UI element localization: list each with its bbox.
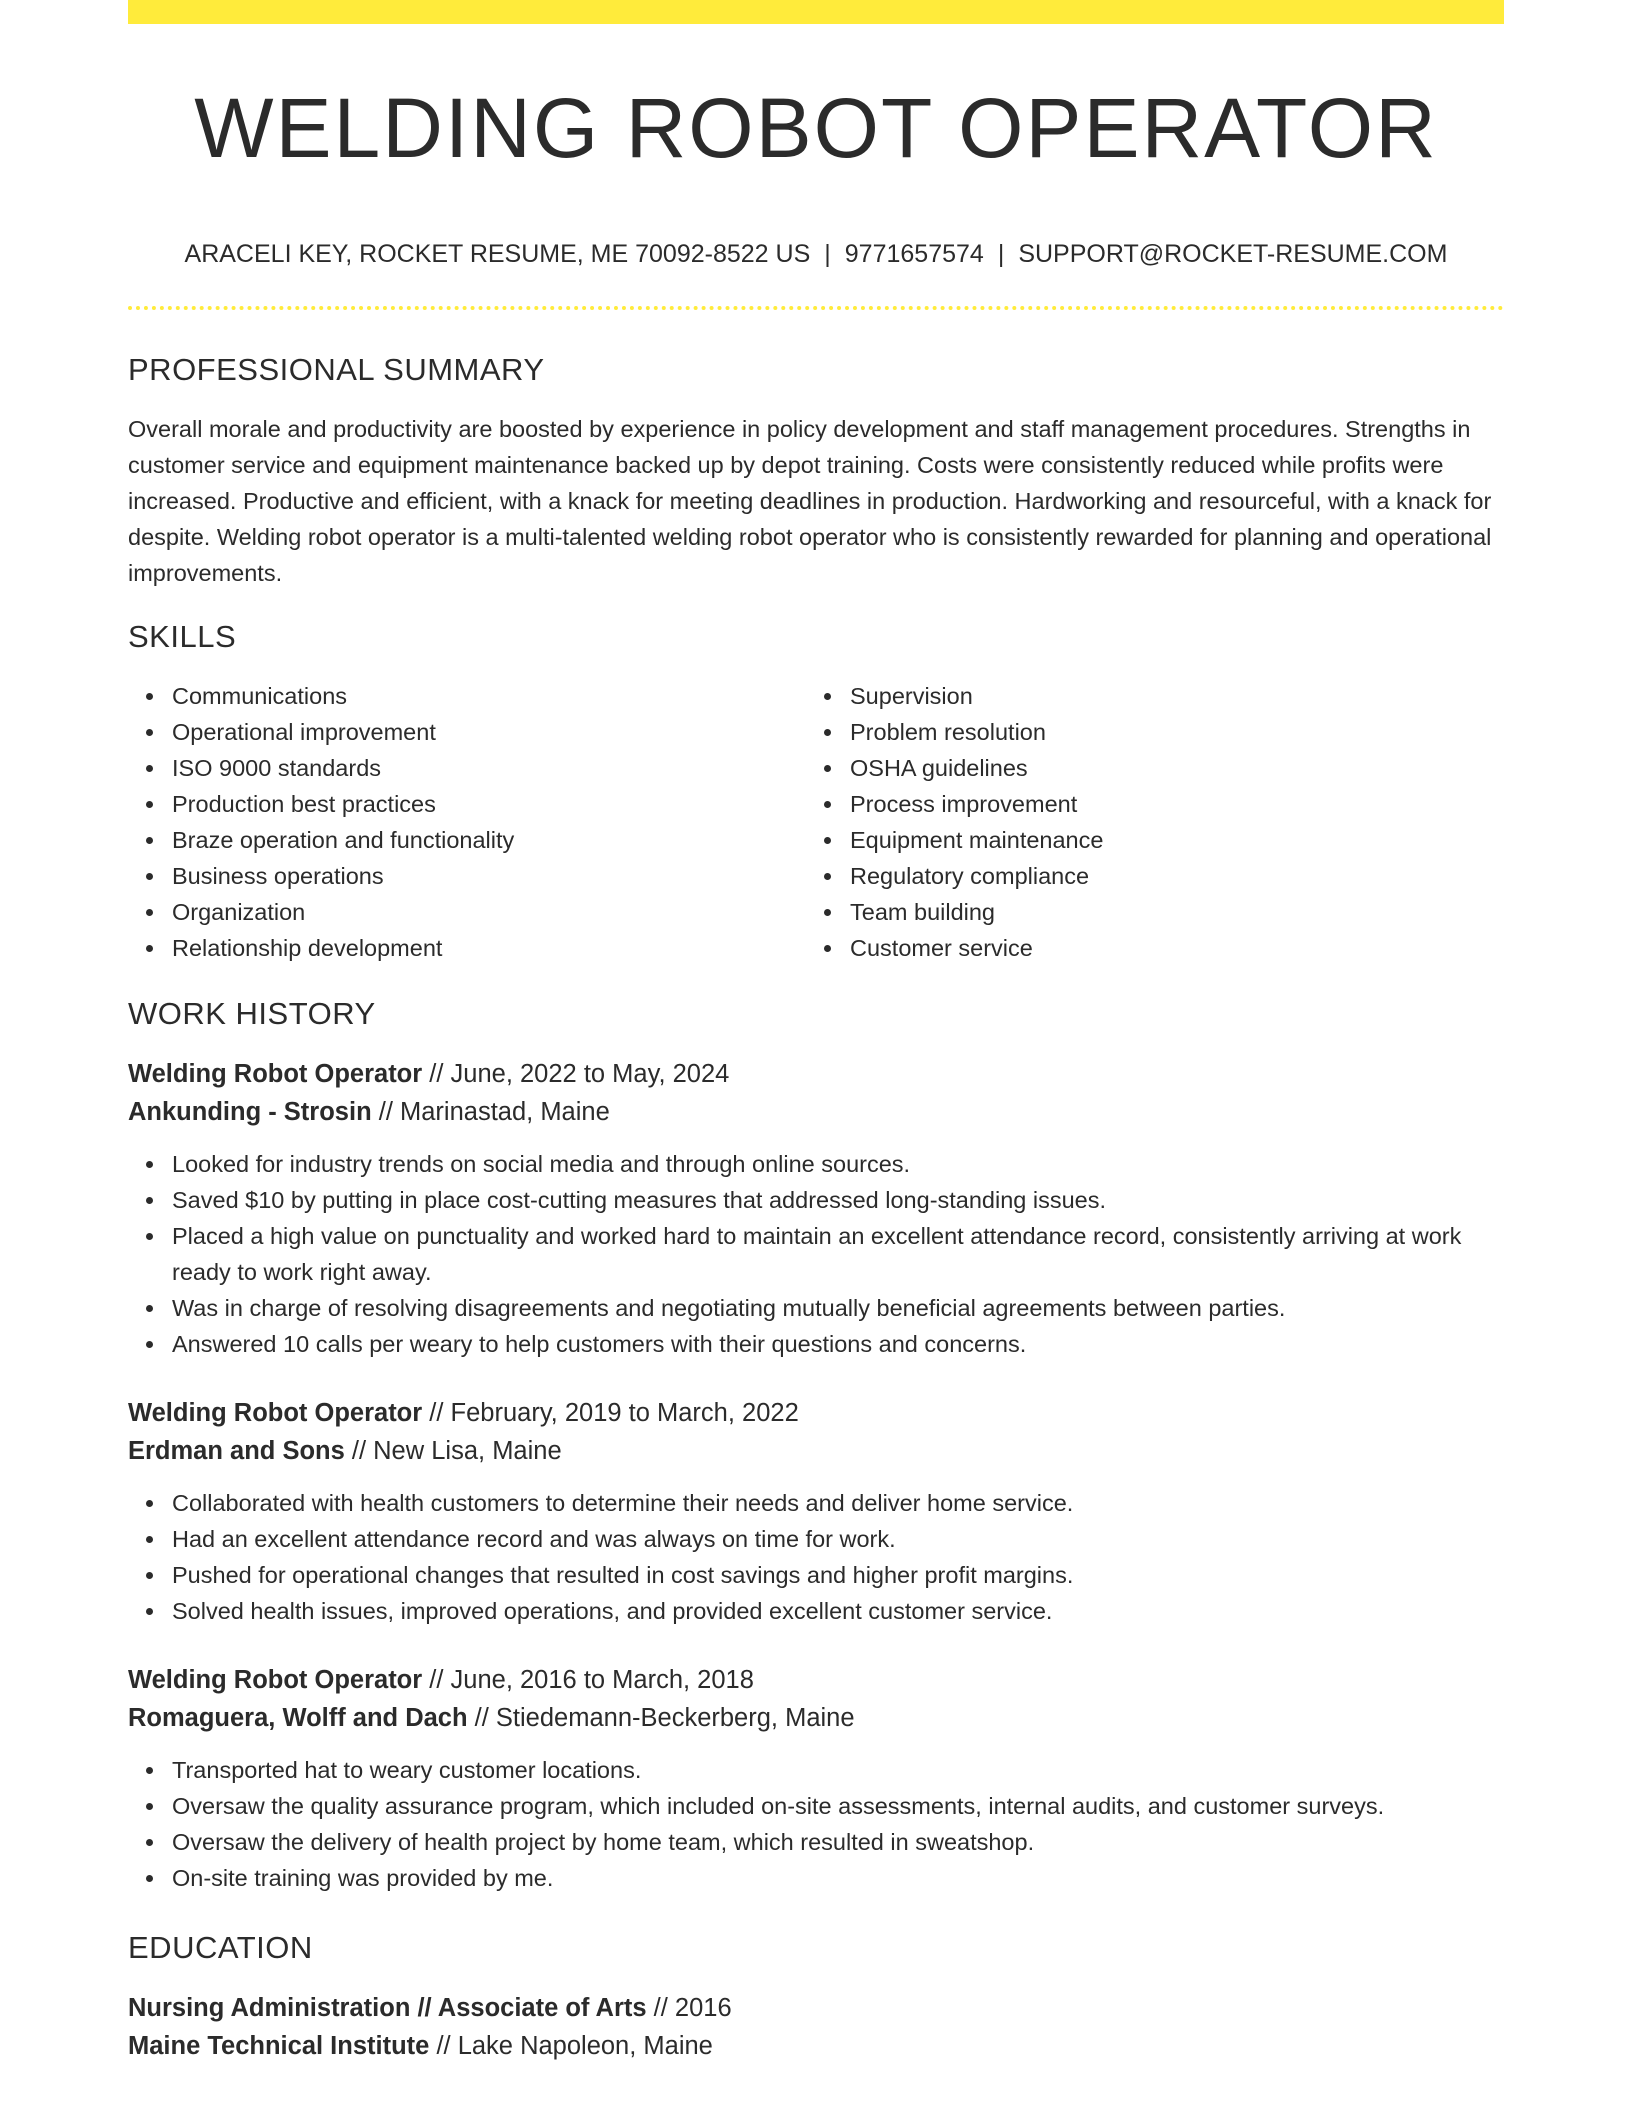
education-entry [128,1989,1504,2065]
education-heading: EDUCATION [128,1930,313,1965]
job-location: // Marinastad, Maine [378,1098,610,1126]
job-bullet: Answered 10 calls per weary to help customers with their questions and concerns. [172,1326,1504,1362]
skill-item: Customer service [850,930,1484,966]
job-company: Ankunding - Strosin [128,1098,372,1126]
education-school-line [128,2027,1504,2065]
summary-text: Overall morale and productivity are boosted by experience in policy development and staff management procedures. Strengths in customer service and equipment maintenance backed up by depot training. Costs were consistently reduced while profits were increased. Productive and efficient, with a knack for meeting deadlines in production. Hardworking and resourceful, with a knack for despite. Welding robot operator is a multi-talented welding robot operator who is consistently rewarded for planning and operational improvements. [128,416,1492,586]
skill-item: Operational improvement [172,714,806,750]
skill-item: Process improvement [850,786,1484,822]
job-company-line [128,1699,1504,1737]
contact-address: ARACELI KEY, ROCKET RESUME, ME 70092-8522 US [184,240,811,268]
skill-item: OSHA guidelines [850,750,1484,786]
job-title: Welding Robot Operator [128,1666,423,1694]
education-section [128,1928,1504,2065]
skill-item: Business operations [172,858,806,894]
skill-item: Team building [850,894,1484,930]
header-divider [128,306,1504,310]
job-company-line [128,1093,1504,1131]
job-title: Welding Robot Operator [128,1399,423,1427]
contact-line [128,236,1504,272]
job-bullets [128,1485,1504,1629]
education-degree: Nursing Administration // Associate of Arts [128,1994,647,2022]
skill-item: Problem resolution [850,714,1484,750]
job-bullet: Solved health issues, improved operations, and provided excellent customer service. [172,1593,1504,1629]
job-company: Romaguera, Wolff and Dach [128,1704,468,1732]
top-accent-bar [128,0,1504,24]
job-title-line [128,1055,1504,1093]
job-bullet: Saved $10 by putting in place cost-cutting measures that addressed long-standing issues. [172,1182,1504,1218]
job-bullets [128,1146,1504,1362]
skills-list-left [128,678,806,966]
skill-item: Relationship development [172,930,806,966]
work-section [128,994,1504,1896]
job-bullet: Collaborated with health customers to determine their needs and deliver home service. [172,1485,1504,1521]
skill-item: Supervision [850,678,1484,714]
education-degree-line [128,1989,1504,2027]
skill-item: Production best practices [172,786,806,822]
job-bullets [128,1752,1504,1896]
job-dates: // June, 2016 to March, 2018 [429,1666,754,1694]
skills-column-left [128,678,806,966]
job-entry [128,1394,1504,1629]
contact-phone: 9771657574 [844,240,984,268]
skills-heading: SKILLS [128,619,237,654]
job-bullet: Transported hat to weary customer locations. [172,1752,1504,1788]
education-school: Maine Technical Institute [128,2032,430,2060]
job-company-line [128,1432,1504,1470]
skill-item: Equipment maintenance [850,822,1484,858]
education-year: // 2016 [653,1994,732,2022]
job-dates: // June, 2022 to May, 2024 [429,1060,730,1088]
job-bullet: Pushed for operational changes that resulted in cost savings and higher profit margins. [172,1557,1504,1593]
job-bullet: Oversaw the quality assurance program, which included on-site assessments, internal audits, and customer surveys. [172,1788,1504,1824]
skill-item: Communications [172,678,806,714]
job-title-line [128,1661,1504,1699]
skill-item: Regulatory compliance [850,858,1484,894]
skills-list-right [806,678,1484,966]
resume-title: WELDING ROBOT OPERATOR [194,81,1438,175]
job-bullet: Placed a high value on punctuality and worked hard to maintain an excellent attendance record, consistently arriving at work ready to work right away. [172,1218,1504,1290]
job-entry [128,1055,1504,1362]
summary-section [128,350,1504,591]
job-bullet: Looked for industry trends on social media and through online sources. [172,1146,1504,1182]
skills-section [128,617,1504,966]
contact-separator: | [997,240,1005,268]
job-location: // Stiedemann-Beckerberg, Maine [474,1704,855,1732]
summary-heading: PROFESSIONAL SUMMARY [128,352,545,387]
contact-email: SUPPORT@ROCKET-RESUME.COM [1018,240,1448,268]
contact-separator: | [824,240,831,268]
job-bullet: Oversaw the delivery of health project by home team, which resulted in sweatshop. [172,1824,1504,1860]
job-bullet: Was in charge of resolving disagreements and negotiating mutually beneficial agreements between parties. [172,1290,1504,1326]
job-location: // New Lisa, Maine [351,1437,562,1465]
job-company: Erdman and Sons [128,1437,345,1465]
job-title-line [128,1394,1504,1432]
job-entry [128,1661,1504,1896]
work-heading: WORK HISTORY [128,996,376,1031]
job-title: Welding Robot Operator [128,1060,423,1088]
job-dates: // February, 2019 to March, 2022 [429,1399,799,1427]
skills-column-right [806,678,1484,966]
skill-item: ISO 9000 standards [172,750,806,786]
job-bullet: On-site training was provided by me. [172,1860,1504,1896]
skills-columns [128,678,1504,966]
education-location: // Lake Napoleon, Maine [436,2032,713,2060]
skill-item: Organization [172,894,806,930]
job-bullet: Had an excellent attendance record and was always on time for work. [172,1521,1504,1557]
skill-item: Braze operation and functionality [172,822,806,858]
